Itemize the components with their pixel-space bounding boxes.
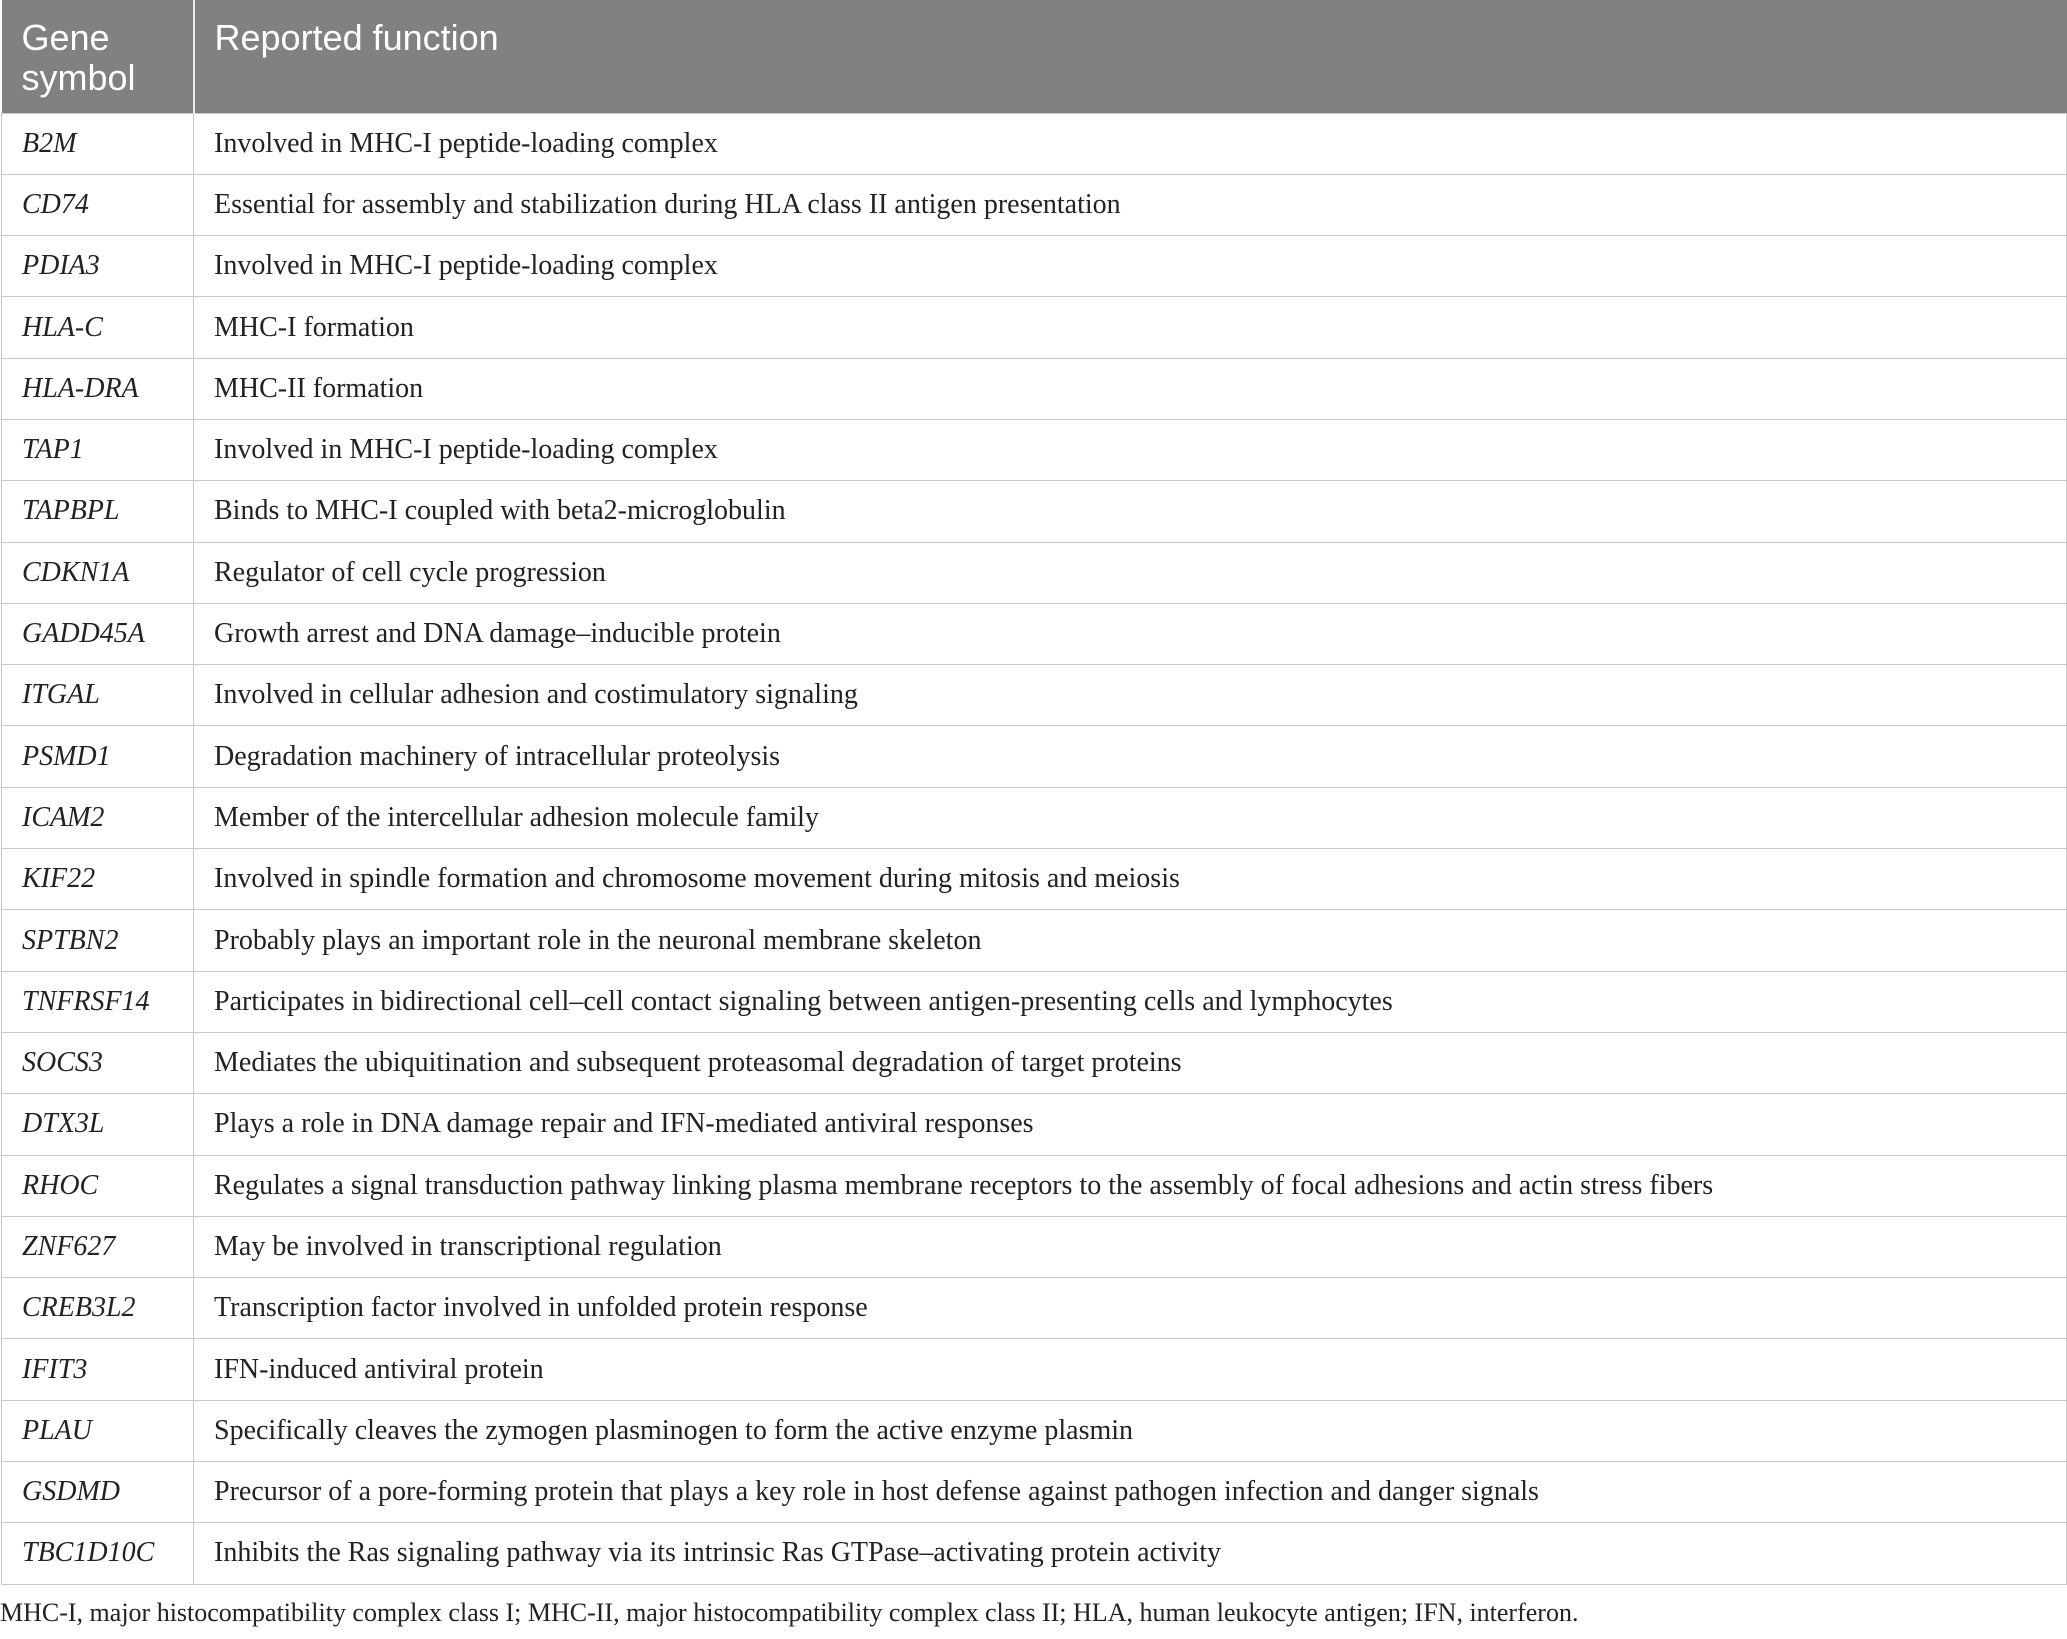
table-row <box>2 174 2067 235</box>
table-row <box>2 1400 2067 1461</box>
reported-function-cell: Binds to MHC-I coupled with beta2-microglobulin <box>194 481 2067 542</box>
reported-function-cell: Specifically cleaves the zymogen plasminogen to form the active enzyme plasmin <box>194 1400 2067 1461</box>
gene-symbol-cell: TAPBPL <box>2 481 194 542</box>
gene-symbol-cell: TAP1 <box>2 419 194 480</box>
reported-function-cell: Involved in MHC-I peptide-loading complex <box>194 419 2067 480</box>
gene-symbol-cell: ITGAL <box>2 665 194 726</box>
gene-symbol-cell: TBC1D10C <box>2 1523 194 1584</box>
reported-function-cell: Participates in bidirectional cell–cell contact signaling between antigen-presenting cells and lymphocytes <box>194 971 2067 1032</box>
reported-function-cell: Precursor of a pore-forming protein that plays a key role in host defense against pathogen infection and danger signals <box>194 1462 2067 1523</box>
reported-function-cell: MHC-I formation <box>194 297 2067 358</box>
table-row <box>2 236 2067 297</box>
reported-function-cell: Involved in cellular adhesion and costimulatory signaling <box>194 665 2067 726</box>
table-row <box>2 1523 2067 1584</box>
table-row <box>2 665 2067 726</box>
table-row <box>2 1278 2067 1339</box>
table-row <box>2 787 2067 848</box>
gene-symbol-cell: PDIA3 <box>2 236 194 297</box>
table-row <box>2 726 2067 787</box>
table-footnote: MHC-I, major histocompatibility complex class I; MHC-II, major histocompatibility complex class II; HLA, human leukocyte antigen; IFN, interferon. <box>0 1598 1579 1627</box>
table-row <box>2 542 2067 603</box>
table-row <box>2 971 2067 1032</box>
reported-function-cell: Regulates a signal transduction pathway linking plasma membrane receptors to the assembly of focal adhesions and actin stress fibers <box>194 1155 2067 1216</box>
reported-function-cell: Regulator of cell cycle progression <box>194 542 2067 603</box>
table-header <box>2 0 2067 113</box>
reported-function-cell: MHC-II formation <box>194 358 2067 419</box>
gene-symbol-cell: PLAU <box>2 1400 194 1461</box>
gene-symbol-cell: SOCS3 <box>2 1032 194 1093</box>
gene-symbol-cell: TNFRSF14 <box>2 971 194 1032</box>
reported-function-cell: Involved in MHC-I peptide-loading complex <box>194 113 2067 174</box>
gene-symbol-cell: RHOC <box>2 1155 194 1216</box>
table-row <box>2 297 2067 358</box>
reported-function-cell: Involved in spindle formation and chromosome movement during mitosis and meiosis <box>194 849 2067 910</box>
table-row <box>2 1032 2067 1093</box>
header-gene-symbol: Gene symbol <box>2 0 194 113</box>
gene-symbol-cell: ICAM2 <box>2 787 194 848</box>
reported-function-cell: Degradation machinery of intracellular proteolysis <box>194 726 2067 787</box>
reported-function-cell: Probably plays an important role in the neuronal membrane skeleton <box>194 910 2067 971</box>
header-reported-function: Reported function <box>194 0 2067 113</box>
gene-function-table <box>1 0 2067 1585</box>
gene-symbol-cell: GSDMD <box>2 1462 194 1523</box>
table-row <box>2 1155 2067 1216</box>
reported-function-cell: Member of the intercellular adhesion molecule family <box>194 787 2067 848</box>
table-body <box>2 113 2067 1584</box>
table-row <box>2 1462 2067 1523</box>
table-row <box>2 1216 2067 1277</box>
table-row <box>2 1094 2067 1155</box>
gene-symbol-cell: CDKN1A <box>2 542 194 603</box>
gene-symbol-cell: CREB3L2 <box>2 1278 194 1339</box>
gene-symbol-cell: IFIT3 <box>2 1339 194 1400</box>
table-row <box>2 481 2067 542</box>
table-row <box>2 910 2067 971</box>
reported-function-cell: Plays a role in DNA damage repair and IFN-mediated antiviral responses <box>194 1094 2067 1155</box>
gene-symbol-cell: ZNF627 <box>2 1216 194 1277</box>
reported-function-cell: Inhibits the Ras signaling pathway via its intrinsic Ras GTPase–activating protein activity <box>194 1523 2067 1584</box>
reported-function-cell: Involved in MHC-I peptide-loading complex <box>194 236 2067 297</box>
table-row <box>2 113 2067 174</box>
table-row <box>2 1339 2067 1400</box>
gene-symbol-cell: SPTBN2 <box>2 910 194 971</box>
gene-symbol-cell: CD74 <box>2 174 194 235</box>
reported-function-cell: Transcription factor involved in unfolded protein response <box>194 1278 2067 1339</box>
reported-function-cell: Essential for assembly and stabilization during HLA class II antigen presentation <box>194 174 2067 235</box>
header-row <box>2 0 2067 113</box>
reported-function-cell: Mediates the ubiquitination and subsequent proteasomal degradation of target proteins <box>194 1032 2067 1093</box>
table-row <box>2 419 2067 480</box>
table-row <box>2 603 2067 664</box>
gene-symbol-cell: PSMD1 <box>2 726 194 787</box>
table-row <box>2 358 2067 419</box>
reported-function-cell: May be involved in transcriptional regulation <box>194 1216 2067 1277</box>
gene-symbol-cell: DTX3L <box>2 1094 194 1155</box>
reported-function-cell: Growth arrest and DNA damage–inducible protein <box>194 603 2067 664</box>
gene-symbol-cell: KIF22 <box>2 849 194 910</box>
gene-symbol-cell: GADD45A <box>2 603 194 664</box>
reported-function-cell: IFN-induced antiviral protein <box>194 1339 2067 1400</box>
gene-symbol-cell: HLA-C <box>2 297 194 358</box>
gene-symbol-cell: B2M <box>2 113 194 174</box>
gene-symbol-cell: HLA-DRA <box>2 358 194 419</box>
table-row <box>2 849 2067 910</box>
